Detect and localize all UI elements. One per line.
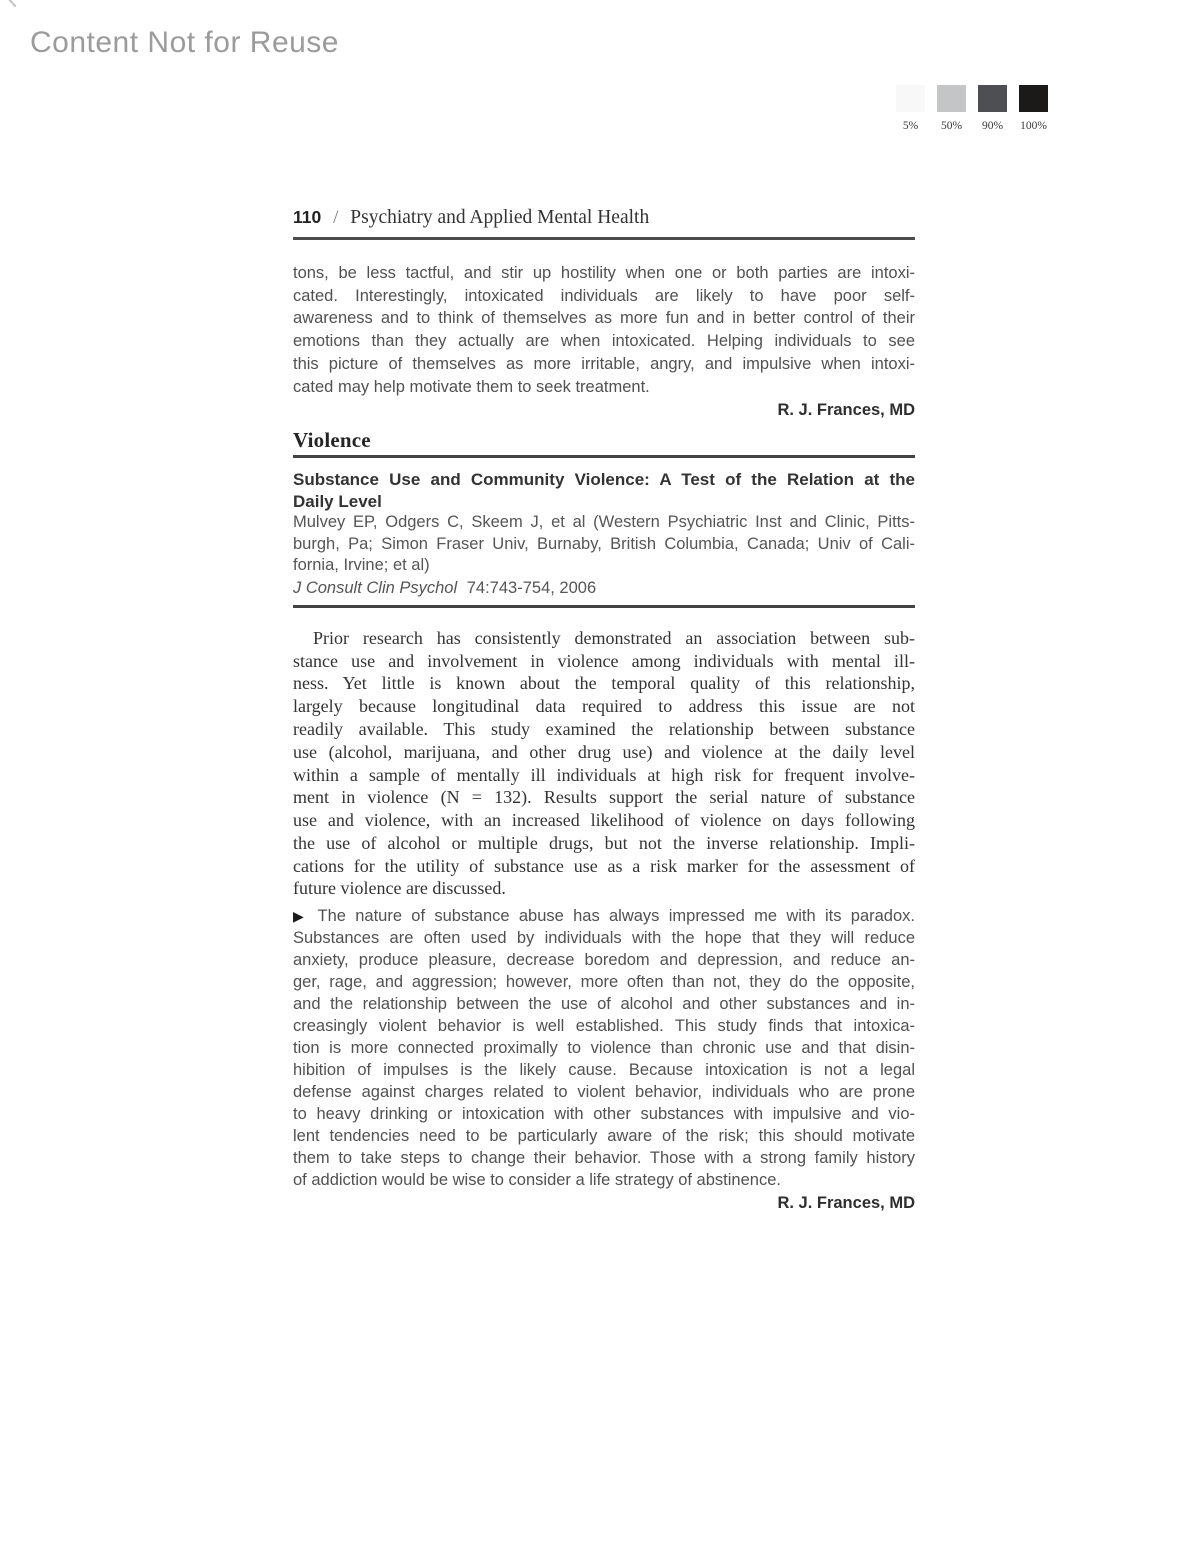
text-line: this picture of themselves as more irritable, angry, and impulsive when intoxi- <box>293 354 915 373</box>
citation-journal: J Consult Clin Psychol <box>293 578 458 597</box>
text-line: future violence are discussed. <box>293 878 506 899</box>
text-line: stance use and involvement in violence among individuals with mental ill- <box>293 650 915 671</box>
text-line: Prior research has consistently demonstrated an association between sub- <box>313 627 915 648</box>
text-line: ger, rage, and aggression; however, more often than not, they do the opposite, <box>293 973 915 992</box>
calibration-swatch-5 <box>896 85 925 112</box>
text-line: defense against charges related to violent behavior, individuals who are prone <box>293 1083 915 1102</box>
calibration-swatch-90 <box>978 85 1007 112</box>
commentary-lines <box>293 927 915 1191</box>
calibration-cell <box>937 85 966 132</box>
header-separator: / <box>333 207 339 228</box>
text-line: and the relationship between the use of alcohol and other substances and in- <box>293 995 915 1014</box>
text-line: tion is more connected proximally to violence than chronic use and that disin- <box>293 1039 915 1058</box>
text-line: fornia, Irvine; et al) <box>293 556 430 575</box>
text-line: to heavy drinking or intoxication with other substances with impulsive and vio- <box>293 1105 915 1124</box>
commentary-signature: R. J. Frances, MD <box>777 1194 915 1213</box>
citation-rule <box>293 605 915 608</box>
text-line: hibition of impulses is the likely cause. Because intoxication is not a legal <box>293 1061 915 1080</box>
calibration-swatch-label: 50% <box>940 120 963 132</box>
article-citation <box>293 577 915 599</box>
text-line: Substance Use and Community Violence: A Test of the Relation at the <box>293 470 915 490</box>
commentary-paragraph <box>293 905 915 1191</box>
text-line: the use of alcohol or multiple drugs, but not the inverse relationship. Impli- <box>293 832 915 853</box>
article-title <box>293 469 915 512</box>
text-line: use (alcohol, marijuana, and other drug use) and violence at the daily level <box>293 741 915 762</box>
text-line: burgh, Pa; Simon Fraser Univ, Burnaby, British Columbia, Canada; Univ of Cali- <box>293 534 915 553</box>
calibration-swatch-label: 100% <box>1020 120 1047 132</box>
text-line: cated may help motivate them to seek treatment. <box>293 377 650 396</box>
intro-paragraph <box>293 262 915 398</box>
text-line: emotions than they actually are when intoxicated. Helping individuals to see <box>293 332 915 351</box>
page-header <box>293 205 915 230</box>
text-line: them to take steps to change their behavior. Those with a strong family history <box>293 1149 915 1168</box>
text-line: largely because longitudinal data required to address this issue are not <box>293 696 915 717</box>
section-heading: Violence <box>293 428 371 453</box>
text-line: ment in violence (N = 132). Results support the serial nature of substance <box>293 787 915 808</box>
text-line: of addiction would be wise to consider a life strategy of abstinence. <box>293 1171 781 1190</box>
calibration-bar <box>896 85 1048 132</box>
calibration-swatch-50 <box>937 85 966 112</box>
commentary-first-text: The nature of substance abuse has always impressed me with its paradox. <box>317 907 915 926</box>
calibration-swatch-label: 90% <box>981 120 1004 132</box>
citation-volume: 74:743-754, 2006 <box>466 578 597 597</box>
watermark: Content Not for Reuse <box>30 26 339 59</box>
calibration-cell <box>978 85 1007 132</box>
abstract-paragraph <box>293 627 915 901</box>
scan-artifact <box>0 0 16 7</box>
calibration-swatch-label: 5% <box>902 120 919 132</box>
text-line: Daily Level <box>293 491 382 511</box>
text-line: Mulvey EP, Odgers C, Skeem J, et al (Western Psychiatric Inst and Clinic, Pitts- <box>293 513 915 532</box>
text-line: anxiety, produce pleasure, decrease boredom and depression, and reduce an- <box>293 951 915 970</box>
calibration-cell <box>1019 85 1048 132</box>
pointer-triangle-icon: ▶ <box>293 908 309 925</box>
text-line: cated. Interestingly, intoxicated individuals are likely to have poor self- <box>293 286 915 305</box>
header-rule <box>293 237 915 240</box>
text-line: tons, be less tactful, and stir up hostility when one or both parties are intoxi- <box>293 264 915 282</box>
article-authors <box>293 512 915 577</box>
text-line: use and violence, with an increased likelihood of violence on days following <box>293 810 915 831</box>
text-line: creasingly violent behavior is well established. This study finds that intoxica- <box>293 1017 915 1036</box>
text-line: lent tendencies need to be particularly aware of the risk; this should motivate <box>293 1127 915 1146</box>
text-line: cations for the utility of substance use as a risk marker for the assessment of <box>293 855 915 876</box>
running-head-title: Psychiatry and Applied Mental Health <box>350 207 650 228</box>
text-line: ness. Yet little is known about the temporal quality of this relationship, <box>293 673 915 694</box>
page-number: 110 <box>293 207 322 227</box>
text-line: within a sample of mentally ill individuals at high risk for frequent involve- <box>293 764 915 785</box>
calibration-cell <box>896 85 925 132</box>
commentary-first-line <box>293 905 915 927</box>
text-line: Substances are often used by individuals with the hope that they will reduce <box>293 929 915 948</box>
intro-signature: R. J. Frances, MD <box>777 401 915 420</box>
calibration-swatch-100 <box>1019 85 1048 112</box>
text-line: awareness and to think of themselves as more fun and in better control of their <box>293 309 915 328</box>
page-body <box>293 205 915 1215</box>
text-line: readily available. This study examined the relationship between substance <box>293 718 915 739</box>
section-rule <box>293 455 915 458</box>
